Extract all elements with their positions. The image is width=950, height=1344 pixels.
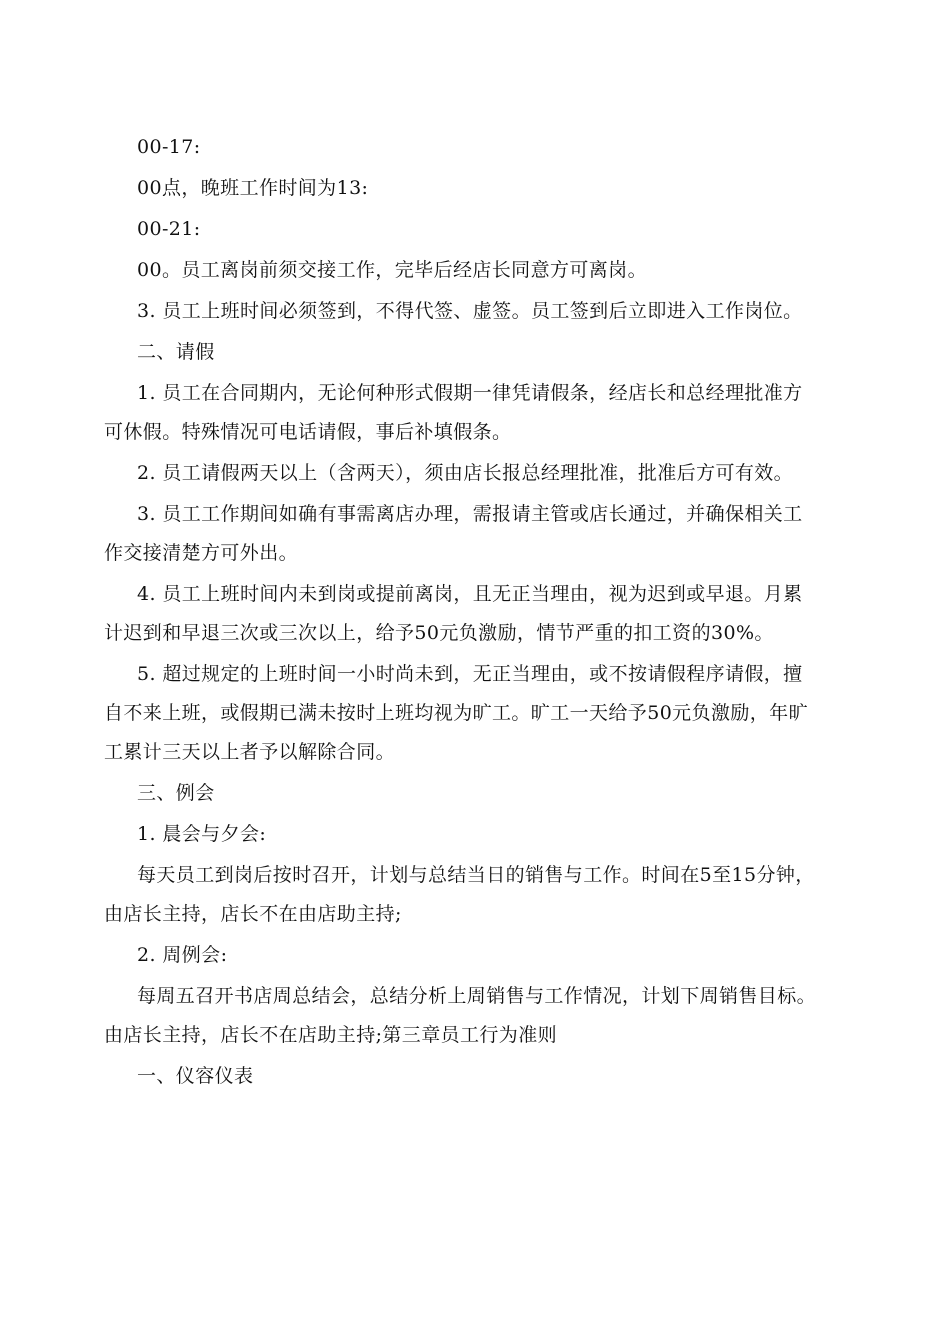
paragraph-line: 每周五召开书店周总结会，总结分析上周销售与工作情况，计划下周销售目标。 <box>137 985 817 1007</box>
list-item-continuation: 工累计三天以上者予以解除合同。 <box>104 741 396 763</box>
section-heading: 二、请假 <box>137 341 215 363</box>
paragraph-continuation: 由店长主持，店长不在店助主持;第三章员工行为准则 <box>104 1024 558 1046</box>
paragraph-continuation: 由店长主持，店长不在由店助主持; <box>104 903 402 925</box>
section-heading: 一、仪容仪表 <box>137 1065 254 1087</box>
list-item: 2. 员工请假两天以上（含两天），须由店长报总经理批准，批准后方可有效。 <box>137 462 794 484</box>
paragraph-line: 每天员工到岗后按时召开，计划与总结当日的销售与工作。时间在5至15分钟， <box>137 864 815 886</box>
list-item-continuation: 可休假。特殊情况可电话请假，事后补填假条。 <box>104 421 512 443</box>
list-item: 3. 员工上班时间必须签到，不得代签、虚签。员工签到后立即进入工作岗位。 <box>137 300 803 322</box>
text-line: 00点，晚班工作时间为13: <box>137 177 369 199</box>
list-item: 2. 周例会: <box>137 944 228 966</box>
list-item: 1. 晨会与夕会: <box>137 823 267 845</box>
text-line: 00-21: <box>137 218 201 240</box>
list-item: 5. 超过规定的上班时间一小时尚未到，无正当理由，或不按请假程序请假，擅 <box>137 663 803 685</box>
list-item-continuation: 计迟到和早退三次或三次以上，给予50元负激励，情节严重的扣工资的30%。 <box>104 622 774 644</box>
list-item-continuation: 自不来上班，或假期已满未按时上班均视为旷工。旷工一天给予50元负激励，年旷 <box>104 702 808 724</box>
document-body <box>104 131 846 1093</box>
list-item: 3. 员工工作期间如确有事需离店办理，需报请主管或店长通过，并确保相关工 <box>137 503 803 525</box>
list-item: 1. 员工在合同期内，无论何种形式假期一律凭请假条，经店长和总经理批准方 <box>137 382 803 404</box>
section-heading: 三、例会 <box>137 782 215 804</box>
list-item-continuation: 作交接清楚方可外出。 <box>104 542 299 564</box>
text-line: 00。员工离岗前须交接工作，完毕后经店长同意方可离岗。 <box>137 259 647 281</box>
list-item: 4. 员工上班时间内未到岗或提前离岗，且无正当理由，视为迟到或早退。月累 <box>137 583 803 605</box>
text-line: 00-17: <box>137 136 201 158</box>
